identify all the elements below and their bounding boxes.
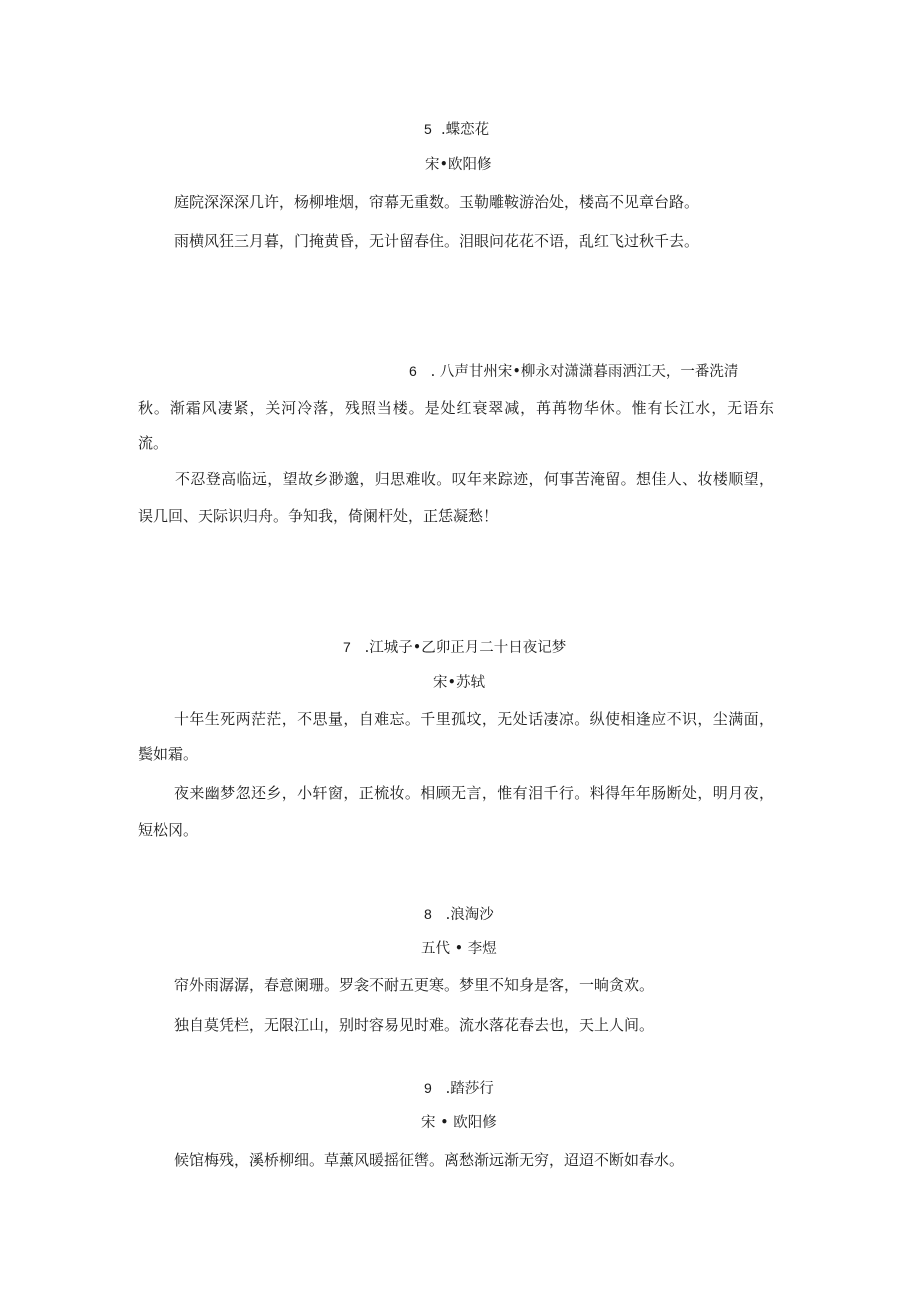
poem-line: 庭院深深深几许，杨柳堆烟，帘幕无重数。玉勒雕鞍游治处，楼高不见章台路。 (174, 193, 700, 211)
poem-title (424, 119, 489, 140)
poem-author: 宋•苏轼 (433, 675, 486, 691)
poem-line: 十年生死两茫茫，不思量，自难忘。千里孤坟，无处话凄凉。纵使相逢应不识，尘满面， (174, 710, 774, 728)
poem-line: 短松冈。 (138, 821, 199, 839)
poem-title-text: .江城子•乙卯正月二十日夜记梦 (364, 640, 567, 656)
poem-line: 独自莫凭栏，无限江山，别时容易见时难。流水落花春去也，天上人间。 (174, 1016, 655, 1034)
poem-number: 9 (424, 1080, 432, 1096)
poem-title (409, 361, 738, 382)
poem-author: 宋•欧阳修 (425, 157, 492, 173)
poem-line: 候馆梅残，溪桥柳细。草薰风暖摇征辔。离愁渐远渐无穷，迢迢不断如春水。 (174, 1151, 685, 1169)
poem-line: 鬓如霜。 (138, 745, 199, 763)
poem-line: 雨横风狂三月暮，门掩黄昏，无计留春住。泪眼问花花不语，乱红飞过秋千去。 (174, 232, 700, 250)
poem-title-text: .踏莎行 (445, 1081, 494, 1097)
poem-author: 五代 • 李煜 (421, 941, 497, 957)
poem-line: 秋。渐霜风凄紧，关河冷落，残照当楼。是处红衰翠减，苒苒物华休。惟有长江水，无语东 (138, 399, 774, 417)
poem-number: 5 (424, 121, 432, 137)
poem-title (424, 904, 494, 925)
poem-title-text: .浪淘沙 (445, 907, 494, 923)
poem-line: 误几回、天际识归舟。争知我，倚阑杆处，正恁凝愁！ (138, 507, 499, 525)
poem-title (343, 637, 566, 658)
poem-number: 7 (343, 639, 351, 655)
poem-author: 宋 • 欧阳修 (421, 1115, 497, 1131)
poem-line: 不忍登高临远，望故乡渺邈，归思难收。叹年来踪迹，何事苦淹留。想佳人、妆楼顺望， (175, 470, 774, 488)
poem-line: 流。 (138, 434, 169, 452)
poem-line: 夜来幽梦忽还乡，小轩窗，正梳妆。相顾无言，惟有泪千行。料得年年肠断处，明月夜， (174, 784, 774, 802)
poem-title-text: . 八声甘州宋•柳永对潇潇暮雨洒江天，一番洗清 (430, 364, 739, 380)
poem-title-text: .蝶恋花 (441, 122, 490, 138)
poem-title (424, 1078, 494, 1099)
poem-line: 帘外雨潺潺，春意阑珊。罗衾不耐五更寒。梦里不知身是客，一晌贪欢。 (174, 976, 655, 994)
poem-number: 6 (409, 363, 417, 379)
poem-number: 8 (424, 906, 432, 922)
